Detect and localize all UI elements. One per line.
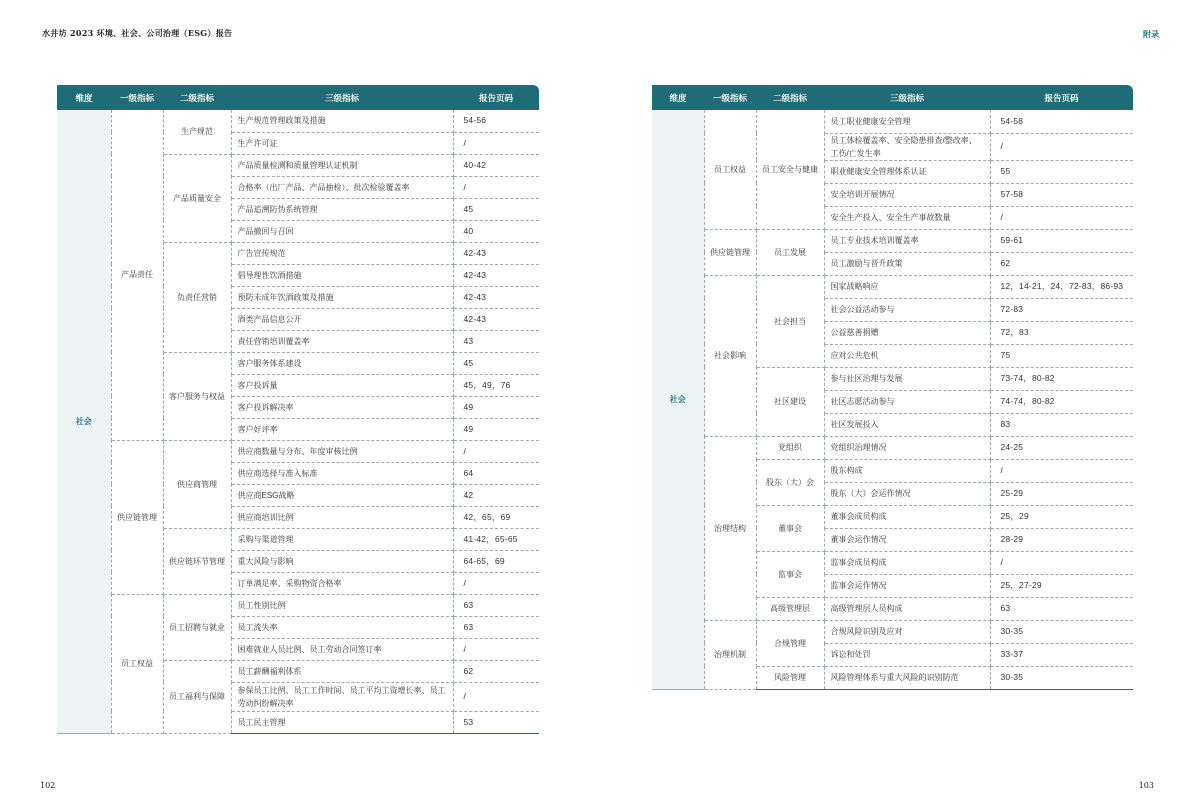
report-pages: 42-43 — [453, 242, 539, 264]
level2-indicator: 股东（大）会 — [756, 459, 824, 505]
level3-indicator: 参保员工比例、员工工作时间、员工平均工资增长率、员工劳动纠纷解决率 — [231, 682, 453, 711]
report-pages: 49 — [453, 396, 539, 418]
level3-indicator: 酒类产品信息公开 — [231, 308, 453, 330]
table-row — [57, 594, 539, 616]
report-pages: 30-35 — [990, 666, 1133, 689]
report-pages: 12，14-21，24，72-83，86-93 — [990, 275, 1133, 298]
level3-indicator: 责任营销培训覆盖率 — [231, 330, 453, 352]
level2-indicator: 监事会 — [756, 551, 824, 597]
report-pages: 42，65，69 — [453, 506, 539, 528]
level3-indicator: 员工体检覆盖率、安全隐患排查/整改率、工伤/亡发生率 — [824, 133, 990, 160]
level3-indicator: 产品撤回与召回 — [231, 220, 453, 242]
report-pages: 45 — [453, 352, 539, 374]
report-pages: 25，27-29 — [990, 574, 1133, 597]
report-pages: 42-43 — [453, 308, 539, 330]
level3-indicator: 合规风险识别及应对 — [824, 620, 990, 643]
dimension-cell: 社会 — [652, 110, 704, 689]
level3-indicator: 高级管理层人员构成 — [824, 597, 990, 620]
level2-indicator: 员工招聘与就业 — [163, 594, 231, 660]
level3-indicator: 供应商数量与分布、年度审核比例 — [231, 440, 453, 462]
level3-indicator: 员工激励与晋升政策 — [824, 252, 990, 275]
level1-indicator: 供应链管理 — [704, 229, 756, 275]
table-row — [57, 110, 539, 132]
report-pages: 57-58 — [990, 183, 1133, 206]
level3-indicator: 监事会运作情况 — [824, 574, 990, 597]
report-pages: / — [453, 440, 539, 462]
level3-indicator: 广告宣传规范 — [231, 242, 453, 264]
level2-indicator: 合规管理 — [756, 620, 824, 666]
level2-indicator: 党组织 — [756, 436, 824, 459]
table-row — [57, 440, 539, 462]
report-pages: 75 — [990, 344, 1133, 367]
report-pages: 63 — [453, 616, 539, 638]
level3-indicator: 生产许可证 — [231, 132, 453, 154]
report-pages: / — [990, 206, 1133, 229]
col-header-level2: 二级指标 — [163, 85, 231, 110]
col-header-dimension: 维度 — [652, 85, 704, 110]
level3-indicator: 员工职业健康安全管理 — [824, 110, 990, 133]
report-pages: 54-56 — [453, 110, 539, 132]
table-header-row — [652, 85, 1133, 110]
level1-indicator: 治理机制 — [704, 620, 756, 689]
report-pages: 25-29 — [990, 482, 1133, 505]
report-pages: 72-83 — [990, 298, 1133, 321]
col-header-dimension: 维度 — [57, 85, 111, 110]
level3-indicator: 困难就业人员比例、员工劳动合同签订率 — [231, 638, 453, 660]
appendix-label: 附录 — [1143, 30, 1159, 39]
level2-indicator: 高级管理层 — [756, 597, 824, 620]
report-pages: / — [990, 459, 1133, 482]
report-pages: 43 — [453, 330, 539, 352]
level3-indicator: 社区发展投入 — [824, 413, 990, 436]
level3-indicator: 倡导理性饮酒措施 — [231, 264, 453, 286]
col-header-level1: 一级指标 — [111, 85, 163, 110]
report-pages: 63 — [990, 597, 1133, 620]
report-pages: 83 — [990, 413, 1133, 436]
level3-indicator: 供应商ESG战略 — [231, 484, 453, 506]
level3-indicator: 订单满足率、采购物资合格率 — [231, 572, 453, 594]
level3-indicator: 合格率（出厂产品、产品抽检）、批次检验覆盖率 — [231, 176, 453, 198]
level3-indicator: 社会公益活动参与 — [824, 298, 990, 321]
col-header-level1: 一级指标 — [704, 85, 756, 110]
level2-indicator: 员工安全与健康 — [756, 110, 824, 229]
level3-indicator: 安全生产投入、安全生产事故数量 — [824, 206, 990, 229]
report-pages: 28-29 — [990, 528, 1133, 551]
report-pages: / — [453, 682, 539, 711]
level2-indicator: 客户服务与权益 — [163, 352, 231, 440]
level2-indicator: 供应链环节管理 — [163, 528, 231, 594]
level3-indicator: 董事会运作情况 — [824, 528, 990, 551]
report-pages: / — [453, 176, 539, 198]
level3-indicator: 客户服务体系建设 — [231, 352, 453, 374]
level1-indicator: 供应链管理 — [111, 440, 163, 594]
level1-indicator: 治理结构 — [704, 436, 756, 620]
level3-indicator: 供应商选择与准入标准 — [231, 462, 453, 484]
level3-indicator: 安全培训开展情况 — [824, 183, 990, 206]
level3-indicator: 预防未成年饮酒政策及措施 — [231, 286, 453, 308]
level2-indicator: 董事会 — [756, 505, 824, 551]
level3-indicator: 生产规范管理政策及措施 — [231, 110, 453, 132]
page-number-left: 102 — [40, 781, 56, 790]
report-pages: / — [990, 551, 1133, 574]
table-header-row — [57, 85, 539, 110]
level3-indicator: 客户投诉量 — [231, 374, 453, 396]
level3-indicator: 重大风险与影响 — [231, 550, 453, 572]
level3-indicator: 风险管理体系与重大风险的识别防范 — [824, 666, 990, 689]
report-pages: 64 — [453, 462, 539, 484]
report-pages: 45，49，76 — [453, 374, 539, 396]
level3-indicator: 员工流失率 — [231, 616, 453, 638]
level1-indicator: 员工权益 — [704, 110, 756, 229]
level3-indicator: 员工民主管理 — [231, 711, 453, 733]
level3-indicator: 应对公共危机 — [824, 344, 990, 367]
report-pages: / — [990, 133, 1133, 160]
report-pages: 24-25 — [990, 436, 1133, 459]
level3-indicator: 产品追溯防伪系统管理 — [231, 198, 453, 220]
level3-indicator: 员工专业技术培训覆盖率 — [824, 229, 990, 252]
report-pages: 64-65，69 — [453, 550, 539, 572]
level3-indicator: 供应商培训比例 — [231, 506, 453, 528]
report-pages: 72，83 — [990, 321, 1133, 344]
level3-indicator: 职业健康安全管理体系认证 — [824, 160, 990, 183]
level2-indicator: 生产规范 — [163, 110, 231, 154]
report-title: 水井坊 2023 环境、社会、公司治理（ESG）报告 — [42, 28, 233, 38]
level3-indicator: 公益慈善捐赠 — [824, 321, 990, 344]
level3-indicator: 采购与渠道管理 — [231, 528, 453, 550]
col-header-level3: 三级指标 — [231, 85, 453, 110]
report-pages: 41-42，65-65 — [453, 528, 539, 550]
report-pages: 40-42 — [453, 154, 539, 176]
col-header-pages: 报告页码 — [453, 85, 539, 110]
report-pages: 73-74，80-82 — [990, 367, 1133, 390]
right-page — [596, 0, 1192, 808]
level3-indicator: 股东构成 — [824, 459, 990, 482]
level3-indicator: 董事会成员构成 — [824, 505, 990, 528]
report-pages: 62 — [990, 252, 1133, 275]
esg-index-table-right — [652, 85, 1133, 690]
page-number-right: 103 — [1138, 781, 1154, 790]
level2-indicator: 员工发展 — [756, 229, 824, 275]
report-pages: 33-37 — [990, 643, 1133, 666]
esg-index-table-left — [57, 85, 539, 734]
level3-indicator: 员工性别比例 — [231, 594, 453, 616]
level2-indicator: 员工福利与保障 — [163, 660, 231, 733]
level2-indicator: 社会担当 — [756, 275, 824, 367]
level2-indicator: 社区建设 — [756, 367, 824, 436]
level3-indicator: 监事会成员构成 — [824, 551, 990, 574]
report-pages: 30-35 — [990, 620, 1133, 643]
level3-indicator: 党组织治理情况 — [824, 436, 990, 459]
level1-indicator: 产品责任 — [111, 110, 163, 440]
level3-indicator: 诉讼和处罚 — [824, 643, 990, 666]
report-pages: 53 — [453, 711, 539, 733]
report-pages: 62 — [453, 660, 539, 682]
level3-indicator: 国家战略响应 — [824, 275, 990, 298]
report-pages: 63 — [453, 594, 539, 616]
report-pages: 55 — [990, 160, 1133, 183]
table-row — [652, 229, 1133, 252]
report-pages: 45 — [453, 198, 539, 220]
report-pages: 42-43 — [453, 286, 539, 308]
col-header-pages: 报告页码 — [990, 85, 1133, 110]
report-pages: 49 — [453, 418, 539, 440]
report-pages: / — [453, 572, 539, 594]
table-row — [652, 620, 1133, 643]
col-header-level2: 二级指标 — [756, 85, 824, 110]
report-pages: 74-74，80-82 — [990, 390, 1133, 413]
level2-indicator: 产品质量安全 — [163, 154, 231, 242]
report-pages: / — [453, 638, 539, 660]
dimension-cell: 社会 — [57, 110, 111, 733]
level3-indicator: 社区志愿活动参与 — [824, 390, 990, 413]
level2-indicator: 负责任营销 — [163, 242, 231, 352]
level1-indicator: 社会影响 — [704, 275, 756, 436]
table-row — [652, 436, 1133, 459]
level3-indicator: 客户好评率 — [231, 418, 453, 440]
col-header-level3: 三级指标 — [824, 85, 990, 110]
level1-indicator: 员工权益 — [111, 594, 163, 733]
report-pages: / — [453, 132, 539, 154]
level2-indicator: 供应商管理 — [163, 440, 231, 528]
report-pages: 59-61 — [990, 229, 1133, 252]
level2-indicator: 风险管理 — [756, 666, 824, 689]
level3-indicator: 产品质量检测和质量管理认证机制 — [231, 154, 453, 176]
table-row — [652, 110, 1133, 133]
report-pages: 40 — [453, 220, 539, 242]
report-pages: 25，29 — [990, 505, 1133, 528]
table-row — [652, 275, 1133, 298]
level3-indicator: 参与社区治理与发展 — [824, 367, 990, 390]
level3-indicator: 客户投诉解决率 — [231, 396, 453, 418]
level3-indicator: 员工薪酬福利体系 — [231, 660, 453, 682]
report-pages: 42-43 — [453, 264, 539, 286]
report-pages: 54-58 — [990, 110, 1133, 133]
level3-indicator: 股东（大）会运作情况 — [824, 482, 990, 505]
report-pages: 42 — [453, 484, 539, 506]
